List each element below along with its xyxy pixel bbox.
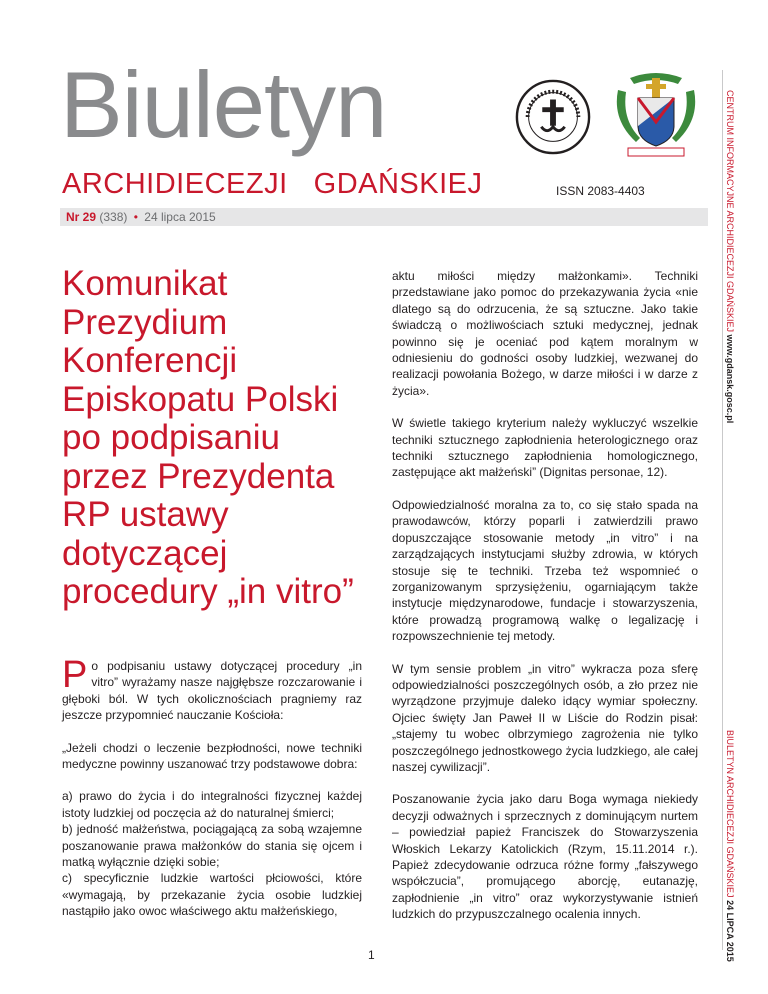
- right-column: [392, 268, 698, 923]
- article-headline: Komunikat Prezydium Konferencji Episkopatu Polski po podpisaniu przez Prezydenta RP ustawy dotyczącej procedury „in vitro”: [62, 264, 354, 611]
- issue-separator: •: [133, 210, 138, 224]
- dropcap: P: [62, 654, 88, 696]
- paragraph-3: Odpowiedzialność moralna za to, co się stało spada na prawodawców, którzy poparli i zatwierdzili prawo dopuszczające stosowanie metody „in vitro” i na zarządzających instytucjami służby zdrowia, w których stosuje się te techniki. Trzeba też wspomnieć o zorganizowanym sprzysiężeniu, ogarniającym także instytucje międzynarodowe, fundacje i stowarzyszenia, które prowadzą programową walkę o legalizację i rozpowszechnienie tej metody.: [392, 497, 698, 644]
- masthead-subtitle-word2: GDAŃSKIEJ: [313, 168, 483, 200]
- side-text-bottom: BIULETYN ARCHIDIECEZJI GDAŃSKIEJ 24 LIPCA 2015: [725, 730, 735, 962]
- masthead-subtitle: [62, 168, 483, 201]
- paragraph-quote: „Jeżeli chodzi o leczenie bezpłodności, nowe techniki medyczne powinny uszanować trzy podstawowe dobra:: [62, 740, 362, 772]
- paragraph-4: W tym sensie problem „in vitro” wykracza poza sferę odpowiedzialności poszczególnych osób, a zło przez nie wyrządzone przyjmuje daleko idący wymiar społeczny. Ojciec święty Jan Paweł II w Liście do Rodzin pisał: „stajemy tu wobec olbrzymiego zagrożenia nie tylko poszczególnego jednostkowego życia ludzkiego, ale całej naszej cywilizacji”.: [392, 661, 698, 774]
- list-item-c: c) specyficznie ludzkie wartości płciowości, które «wymagają, by przekazanie życia osobie ludzkiej nastąpiło jako owoc właściwego aktu małżeńskiego,: [62, 871, 362, 919]
- issue-date: 24 lipca 2015: [144, 210, 216, 224]
- list-item-b: b) jedność małżeństwa, pociągającą za sobą wzajemne poszanowanie prawa małżonków do stania się ojcem i matką wyłącznie dzięki sobie;: [62, 822, 362, 870]
- paragraph-intro: Po podpisaniu ustawy dotyczącej procedury „in vitro” wyrażamy nasze najgłębsze rozczarowanie i głęboki ból. W tych okolicznościach pragniemy raz jeszcze przypomnieć nauczanie Kościoła:: [62, 654, 362, 723]
- paragraph-5: Poszanowanie życia jako daru Boga wymaga niekiedy decyzji odważnych i sprzecznych z dominującym nurtem – powiedział papież Franciszek do Stowarzyszenia Włoskich Lekarzy Katolickich (Rzym, 15.11.2014 r.). Papież zdecydowanie odrzuca różne formy „fałszywego współczucia”, promującego aborcję, eutanazję, zapłodnienie „in vitro” oraz wykorzystywanie istnień ludzkich do przypuszczalnego ocalenia innych.: [392, 792, 698, 922]
- archbishop-coat-of-arms-logo: [608, 70, 704, 162]
- list-item-a: a) prawo do życia i do integralności fizycznej każdej istoty ludzkiej od poczęcia aż do naturalnej śmierci;: [62, 789, 362, 820]
- information-centre-seal-logo: [514, 78, 592, 156]
- side-divider: [722, 70, 723, 950]
- masthead-subtitle-word1: ARCHIDIECEZJI: [62, 168, 288, 200]
- left-column: [62, 654, 362, 920]
- masthead-title: Biuletyn: [60, 52, 387, 157]
- issue-number: Nr 29: [66, 210, 97, 224]
- page-number: 1: [368, 948, 375, 962]
- side-text-top: CENTRUM INFORMACYJNE ARCHIDIECEZJI GDAŃSKIEJ www.gdansk.gosc.pl: [725, 90, 735, 424]
- issue-bar: [60, 208, 708, 226]
- paragraph-1: aktu miłości między małżonkami». Techniki przedstawiane jako pomoc do przekazywania życia «nie dlatego są do odrzucenia, że są sztuczne. Jako takie świadczą o możliwościach sztuki medycznej, jednak powinno się je oceniać pod kątem moralnym w odniesieniu do godności osoby ludzkiej, wezwanej do realizacji powołania Bożego, w darze miłości i w darze z życia».: [392, 269, 698, 398]
- issue-total: (338): [99, 210, 128, 224]
- paragraph-2: W świetle takiego kryterium należy wykluczyć wszelkie techniki sztucznego zapłodnienia heterologicznego oraz techniki sztucznego zapłodnienia homologicznego, zastępujące akt małżeński” (Dignitas personae, 12).: [392, 416, 698, 480]
- issn-number: ISSN 2083-4403: [556, 184, 645, 198]
